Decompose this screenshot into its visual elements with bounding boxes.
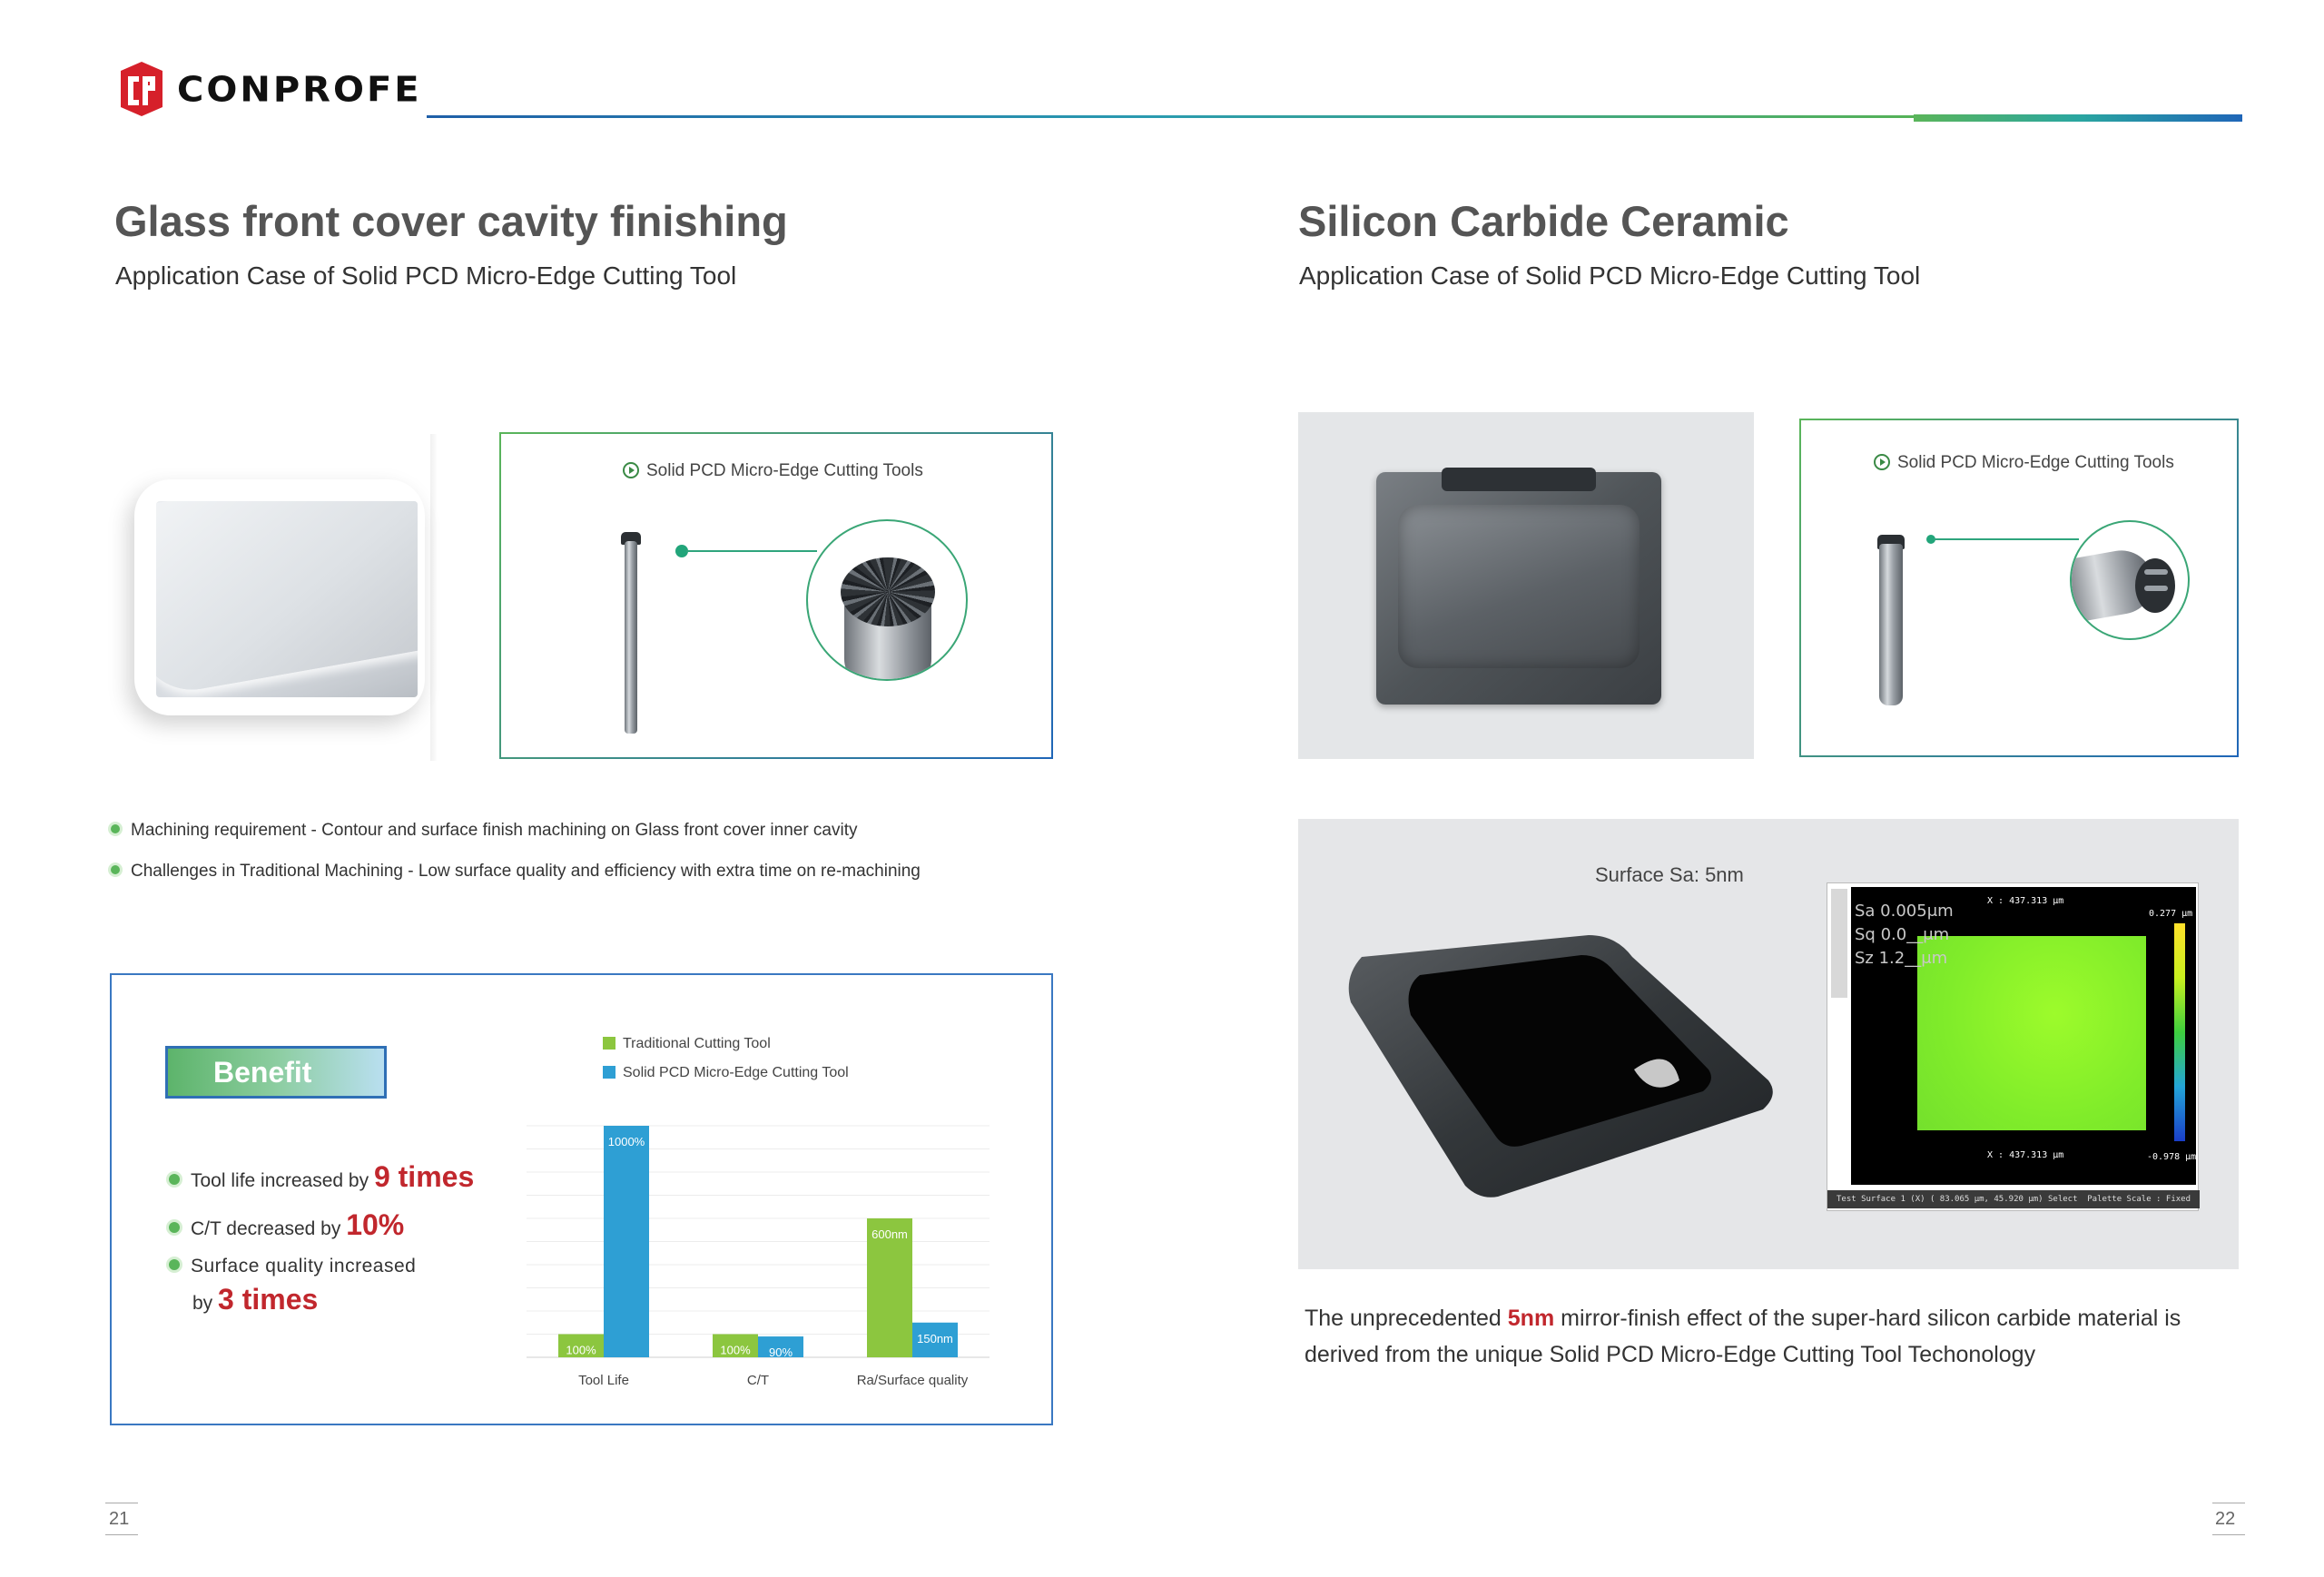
right-page-title: Silicon Carbide Ceramic (1298, 197, 1789, 245)
play-circle-icon (1874, 454, 1890, 470)
header-divider-accent (1914, 114, 2242, 122)
benefit-cycle-time: C/T decreased by 10% (169, 1208, 404, 1242)
bullet-dot-icon (111, 865, 120, 874)
play-circle-icon (623, 462, 639, 478)
x-axis-bottom-label: X : 437.313 μm (1987, 1150, 2064, 1160)
legend-label: Traditional Cutting Tool (623, 1036, 771, 1051)
x-axis-top-label: X : 437.313 μm (1987, 896, 2064, 906)
conprofe-logo-icon (119, 60, 164, 118)
right-tool-caption: Solid PCD Micro-Edge Cutting Tools (1874, 453, 2174, 473)
left-page-subtitle: Application Case of Solid PCD Micro-Edge Cutting Tool (115, 261, 737, 290)
page-number-left: 21 (109, 1509, 130, 1529)
chart-x-labels (578, 1373, 969, 1388)
microscope-toolbar (1831, 889, 1847, 998)
bullet-challenges: Challenges in Traditional Machining - Low surface quality and efficiency with extra time on re-machining (111, 862, 921, 882)
surface-map (1917, 936, 2146, 1130)
scale-max-label: 0.277 μm (2149, 909, 2193, 919)
height-scale-bar (2174, 923, 2185, 1141)
benefit-tool-life: Tool life increased by 9 times (169, 1160, 474, 1194)
page-number-rule (2212, 1534, 2245, 1535)
left-tool-figure (499, 432, 1053, 759)
chart-bars (558, 1126, 958, 1359)
right-page-subtitle: Application Case of Solid PCD Micro-Edge Cutting Tool (1299, 261, 1921, 290)
bullet-dot-icon (169, 1222, 180, 1233)
sz-readout: Sz 1.2__μm (1855, 949, 1948, 968)
benefit-surface-quality: Surface quality increased (169, 1256, 416, 1277)
page-number-right: 22 (2215, 1509, 2236, 1529)
leader-line (686, 550, 817, 552)
right-tool-figure (1799, 419, 2239, 757)
left-tool-caption: Solid PCD Micro-Edge Cutting Tools (623, 461, 923, 481)
surface-microscope-panel (1827, 882, 2199, 1211)
left-page-title: Glass front cover cavity finishing (114, 197, 788, 245)
benefit-badge: Benefit (165, 1046, 387, 1099)
sic-description: The unprecedented 5nm mirror-finish effect of the super-hard silicon carbide material is derived from the unique Solid PCD Micro-Edge Cutting Tool Techonology (1305, 1306, 2181, 1367)
sq-readout: Sq 0.0__μm (1855, 925, 1950, 944)
brand-name: CONPROFE (177, 70, 422, 110)
sic-part-slot (1442, 468, 1596, 491)
data-label: 1000% (607, 1135, 645, 1148)
bar-tool-life-1 (604, 1126, 649, 1357)
data-label: 100% (720, 1343, 751, 1357)
legend-swatch (603, 1066, 615, 1079)
x-tick-label: C/T (746, 1373, 770, 1388)
tool-zoom-circle (806, 519, 968, 681)
sic-part-cavity (1398, 505, 1640, 668)
microscope-view (1851, 887, 2196, 1185)
microscope-status-bar: Test Surface 1 (X) ( 83.065 μm, 45.920 μm) Select Palette Scale : Fixed (1827, 1190, 2200, 1208)
bullet-dot-icon (169, 1174, 180, 1185)
leader-line (1934, 538, 2079, 540)
bullet-machining-requirement: Machining requirement - Contour and surface finish machining on Glass front cover inner cavity (111, 821, 858, 841)
scale-min-label: -0.978 μm (2147, 1152, 2197, 1162)
surface-sa-label: Surface Sa: 5nm (1595, 863, 1744, 886)
data-label: 600nm (872, 1227, 908, 1241)
x-tick-label: Ra/Surface quality (856, 1373, 969, 1388)
benefit-bar-chart (527, 1026, 1017, 1398)
data-label: 90% (768, 1345, 793, 1360)
bullet-dot-icon (111, 824, 120, 833)
sic-mirror-plate-image (1344, 935, 1779, 1198)
chart-legend (603, 1036, 849, 1080)
glass-cover-image (109, 434, 436, 761)
page-number-rule (105, 1534, 138, 1535)
benefit-surface-quality-value: by 3 times (192, 1283, 319, 1316)
tool-shank (625, 541, 637, 734)
legend-swatch (603, 1037, 615, 1050)
tool-shank (1879, 544, 1903, 705)
data-label: 100% (566, 1343, 596, 1357)
bullet-dot-icon (169, 1259, 180, 1270)
x-tick-label: Tool Life (578, 1373, 629, 1388)
sa-readout: Sa 0.005μm (1855, 902, 1954, 921)
tool-zoom-circle (2070, 520, 2190, 640)
legend-label: Solid PCD Micro-Edge Cutting Tool (623, 1065, 849, 1080)
data-label: 150nm (917, 1331, 953, 1345)
